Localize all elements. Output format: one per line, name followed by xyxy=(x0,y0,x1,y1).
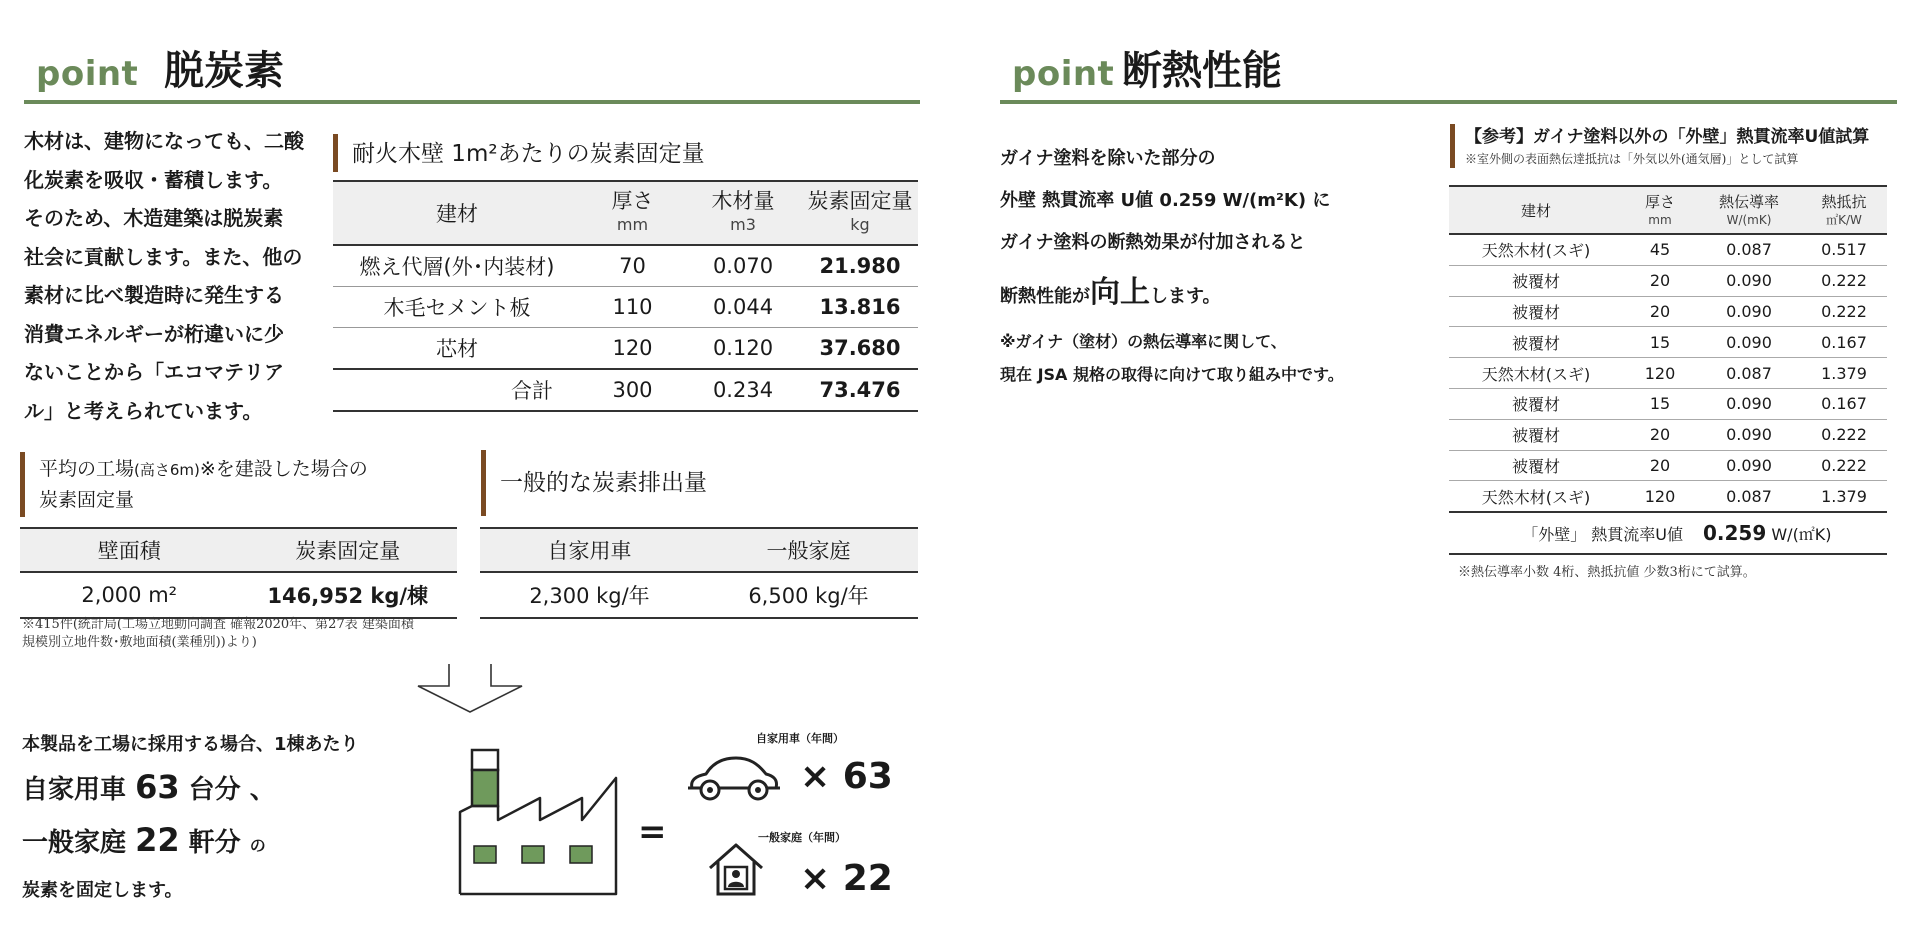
result-line1: 本製品を工場に採用する場合、1棟あたり xyxy=(22,734,359,755)
col-header-household: 一般家庭 xyxy=(699,528,918,572)
table-row: 天然木材(スギ) 120 0.087 1.379 xyxy=(1449,358,1887,389)
reference-subtitle: ※室外側の表面熱伝達抵抗は「外気以外(通気層)」として試算 xyxy=(1465,152,1799,166)
intro-line: 素材に比べ製造時に発生する xyxy=(24,283,284,307)
car-icon xyxy=(686,754,782,804)
cell-wood: 0.070 xyxy=(684,245,802,287)
u-value-total-row xyxy=(1449,512,1887,554)
cell-wood: 0.044 xyxy=(684,287,802,328)
table-row: 被覆材 15 0.090 0.167 xyxy=(1449,388,1887,419)
intro-line: ないことから「エコマテリア xyxy=(24,360,284,384)
result-line3: 一般家庭 22 軒分 の xyxy=(22,821,266,859)
col-header-thickness: 厚さ mm xyxy=(581,181,684,245)
reference-title-main: 【参考】ガイナ塗料以外の「外壁」熱貫流率U値試算 xyxy=(1465,127,1870,147)
col-header-conductivity: 熱伝導率 W/(mK) xyxy=(1697,186,1801,234)
result-line2: 自家用車 63 台分 、 xyxy=(22,768,276,806)
jsa-note xyxy=(1000,325,1344,391)
intro-line: 化炭素を吸収・蓄積します。 xyxy=(24,167,283,192)
text-line: 外壁 熱貫流率 U値 0.259 W/(m²K) に xyxy=(1000,190,1331,211)
factory-title-height: (高さ6m) xyxy=(134,461,200,479)
cell-carbon: 73.476 xyxy=(802,369,918,411)
col-header-resistance: 熱抵抗 ㎡K/W xyxy=(1801,186,1887,234)
emission-table xyxy=(480,527,918,619)
cell-thickness: 300 xyxy=(581,369,684,411)
cell-thickness: 120 xyxy=(581,328,684,370)
equals-sign: = xyxy=(638,812,667,852)
table-row: 被覆材 20 0.090 0.222 xyxy=(1449,450,1887,481)
col-header-car: 自家用車 xyxy=(480,528,699,572)
factory-carbon-table xyxy=(20,527,457,619)
cell-wood: 0.120 xyxy=(684,328,802,370)
cell-wall-area: 2,000 m² xyxy=(20,572,239,618)
result-text xyxy=(22,728,359,911)
table-row: 被覆材 15 0.090 0.167 xyxy=(1449,327,1887,358)
reference-title xyxy=(1450,124,1895,168)
cell-material: 芯材 xyxy=(333,328,581,370)
house-multiplier: × 22 xyxy=(800,858,893,899)
cell-carbon: 37.680 xyxy=(802,328,918,370)
car-multiplier: × 63 xyxy=(800,756,893,797)
table-row xyxy=(20,572,457,618)
u-value-note: ※熱伝導率小数 4桁、熱抵抗値 少数3桁にて試算。 xyxy=(1458,565,1756,580)
cell-carbon: 21.980 xyxy=(802,245,918,287)
left-point-word: point xyxy=(36,54,139,94)
right-section-title: 断熱性能 xyxy=(1122,48,1282,94)
down-arrow-icon xyxy=(416,664,524,714)
cell-household-emission: 6,500 kg/年 xyxy=(699,572,918,618)
note-line: ※415件(統計局(工場立地動向調査 確報2020年、第27表 建築面積 xyxy=(22,617,414,632)
factory-table-title xyxy=(20,452,368,517)
note-line: 現在 JSA 規格の取得に向けて取り組み中です。 xyxy=(1000,365,1344,384)
cell-car-emission: 2,300 kg/年 xyxy=(480,572,699,618)
table-row: 被覆材 20 0.090 0.222 xyxy=(1449,265,1887,296)
table-row: 被覆材 20 0.090 0.222 xyxy=(1449,296,1887,327)
table-row xyxy=(333,245,918,287)
fix-table-title: 耐火木壁 1m²あたりの炭素固定量 xyxy=(333,134,705,172)
factory-title-rest: ※を建設した場合の xyxy=(199,458,368,480)
cell-wood: 0.234 xyxy=(684,369,802,411)
table-row xyxy=(480,572,918,618)
insulation-text xyxy=(1000,138,1330,318)
cell-factory-carbon: 146,952 kg/棟 xyxy=(239,572,458,618)
table-row xyxy=(333,328,918,370)
cell-material: 燃え代層(外･内装材) xyxy=(333,245,581,287)
text-line: ガイナ塗料を除いた部分の xyxy=(1000,148,1216,169)
col-header-wall-area: 壁面積 xyxy=(20,528,239,572)
col-header-wood-volume: 木材量 m3 xyxy=(684,181,802,245)
result-line4: 炭素を固定します。 xyxy=(22,880,183,901)
cell-total-label: 合計 xyxy=(333,369,581,411)
intro-line: 木材は、建物になっても、二酸 xyxy=(24,129,304,153)
intro-line: 消費エネルギーが桁違いに少 xyxy=(24,321,284,346)
col-header-thickness: 厚さ mm xyxy=(1623,186,1697,234)
cell-thickness: 110 xyxy=(581,287,684,328)
note-line: ※ガイナ（塗材）の熱伝導率に関して、 xyxy=(1000,332,1287,351)
u-value-result: 0.259 W/(㎡K) xyxy=(1697,512,1887,554)
intro-line: ル」と考えられています。 xyxy=(24,398,263,423)
intro-text xyxy=(24,122,314,430)
table-row: 天然木材(スギ) 45 0.087 0.517 xyxy=(1449,234,1887,265)
right-point-word: point xyxy=(1012,54,1115,94)
left-section-title: 脱炭素 xyxy=(164,48,284,94)
factory-title-line2: 炭素固定量 xyxy=(39,489,135,511)
intro-line: 社会に貢献します。また、他の xyxy=(24,244,303,269)
col-header-material: 建材 xyxy=(1449,186,1623,234)
cell-material: 木毛セメント板 xyxy=(333,287,581,328)
cell-thickness: 70 xyxy=(581,245,684,287)
table-row xyxy=(333,287,918,328)
u-value-label: 「外壁」 熱貫流率U値 xyxy=(1449,512,1697,554)
table-total-row xyxy=(333,369,918,411)
table-row: 被覆材 20 0.090 0.222 xyxy=(1449,419,1887,450)
right-section-header xyxy=(1000,30,1897,104)
emission-table-title: 一般的な炭素排出量 xyxy=(481,450,707,516)
factory-title-main: 平均の工場 xyxy=(39,458,135,480)
u-value-table xyxy=(1449,185,1887,555)
factory-source-note xyxy=(22,616,462,652)
carbon-fix-table xyxy=(333,180,918,412)
col-header-carbon: 炭素固定量 xyxy=(239,528,458,572)
text-line: ガイナ塗料の断熱効果が付加されると xyxy=(1000,232,1306,253)
house-caption: 一般家庭（年間） xyxy=(758,831,846,844)
cell-carbon: 13.816 xyxy=(802,287,918,328)
note-line: 規模別立地件数･敷地面積(業種別))より) xyxy=(22,635,257,650)
factory-icon xyxy=(452,748,618,896)
table-row: 天然木材(スギ) 120 0.087 1.379 xyxy=(1449,481,1887,512)
col-header-carbon: 炭素固定量 kg xyxy=(802,181,918,245)
col-header-material: 建材 xyxy=(333,181,581,245)
car-caption: 自家用車（年間） xyxy=(756,732,844,745)
text-line: 断熱性能が向上します。 xyxy=(1000,275,1221,310)
intro-line: そのため、木造建築は脱炭素 xyxy=(24,206,284,230)
left-section-header xyxy=(24,30,920,104)
house-icon xyxy=(708,842,764,898)
